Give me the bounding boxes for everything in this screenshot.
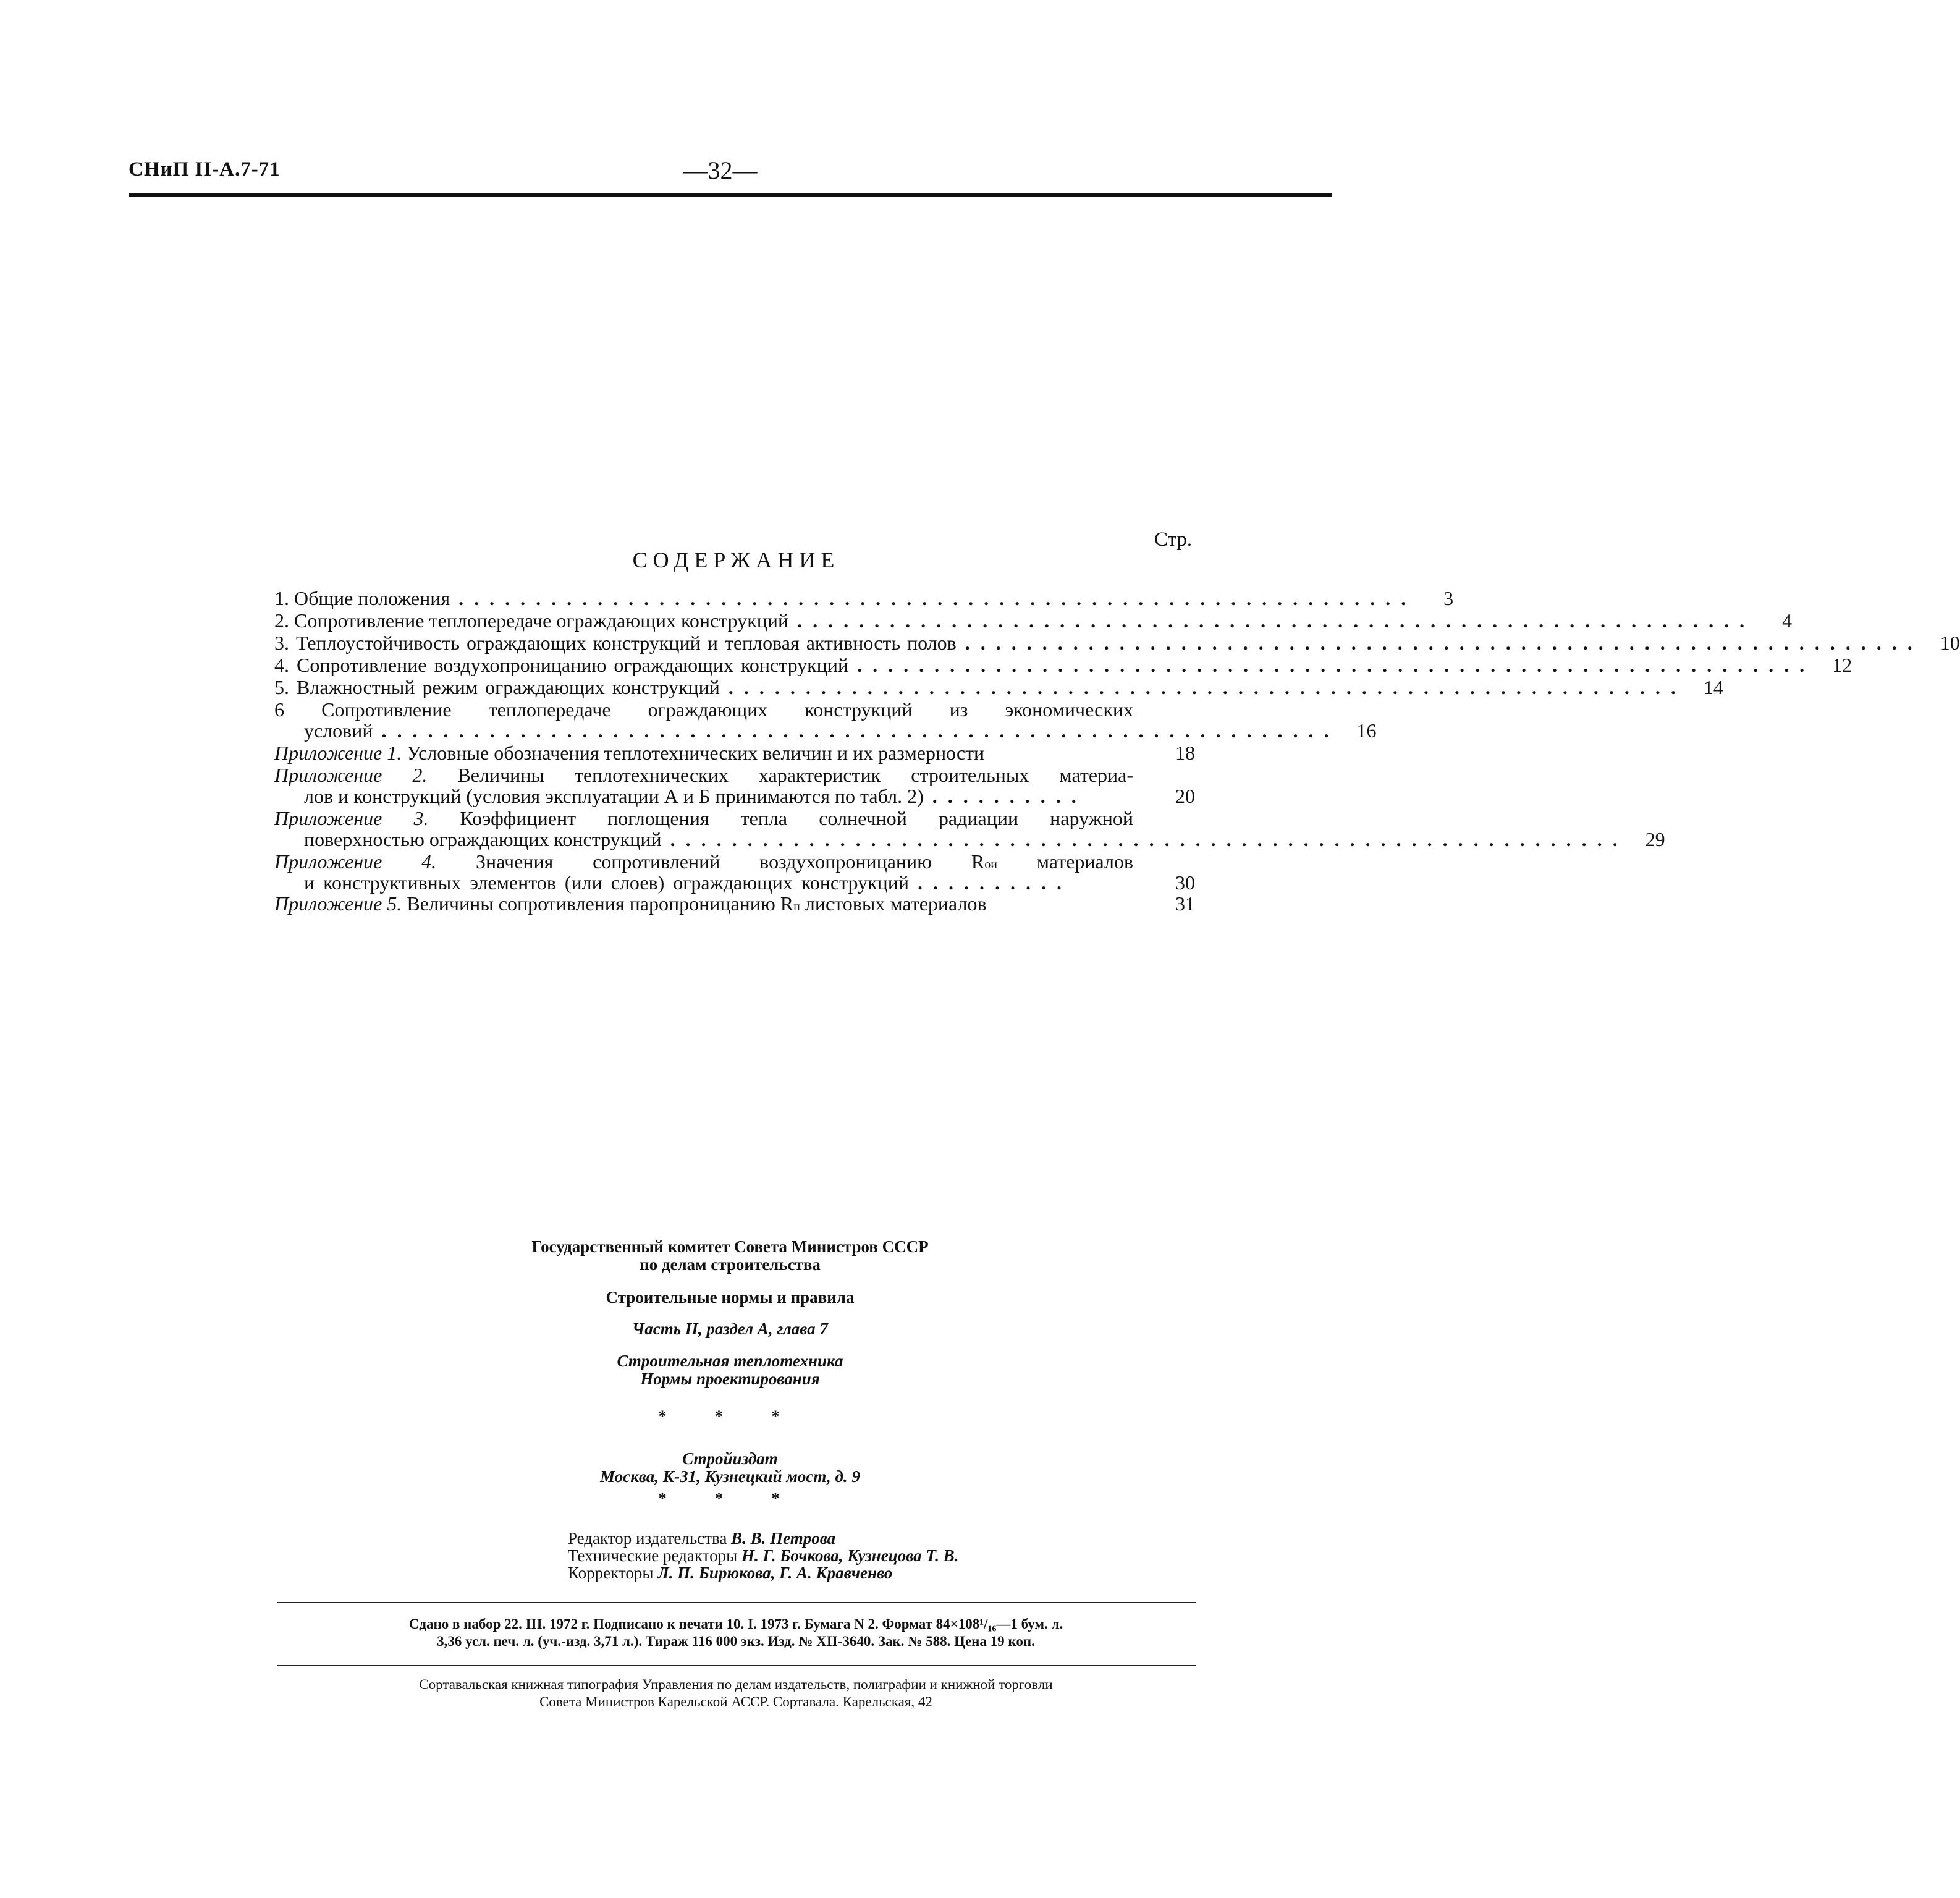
toc-page: 29 <box>1645 828 1665 850</box>
leader-dots: .............................................................. <box>670 828 1628 850</box>
leader-dots: .......... <box>932 785 1087 807</box>
leader-dots: .............................................................. <box>728 676 1686 698</box>
table-of-contents <box>274 587 1960 921</box>
toc-page: 31 <box>1175 892 1195 915</box>
toc-page: 18 <box>1175 742 1195 764</box>
toc-entry[interactable]: 2. Сопротивление теплопередаче ограждающих конструкций .............................................................. 4 <box>274 609 1793 632</box>
leader-dots: .......... <box>918 871 1072 894</box>
divider <box>277 1602 1196 1603</box>
leader-dots: .............................................................. <box>797 609 1755 632</box>
toc-entry[interactable]: 4. Сопротивление воздухопроницанию ограждающих конструкций .............................................................. 12 <box>274 654 1852 676</box>
toc-entry[interactable]: Приложение 5. Величины сопротивления паропроницанию Rп листовых материалов 31 <box>274 892 1195 915</box>
toc-page: 16 <box>1356 719 1377 742</box>
page-number: —32— <box>683 156 758 184</box>
toc-entry[interactable]: Приложение 4. Значения сопротивлений воздухопроницанию Rои материалов <box>274 850 1134 873</box>
toc-page: 4 <box>1782 609 1793 632</box>
header-rule <box>129 193 1332 197</box>
toc-page: 10 <box>1940 632 1960 654</box>
separator-stars: * * * <box>658 1489 802 1507</box>
toc-page: 20 <box>1175 785 1195 807</box>
toc-entry[interactable]: 5. Влажностный режим ограждающих конструкций .............................................................. 14 <box>274 676 1723 698</box>
imprint-series: Строительные нормы и правила <box>606 1288 855 1307</box>
toc-entry-continuation[interactable]: лов и конструкций (условия эксплуатации А и Б принимаются по табл. 2) .......... 20 <box>304 785 1195 807</box>
toc-page: 12 <box>1832 654 1852 676</box>
typography-info: Сортавальская книжная типография Управления по делам издательств, полиграфии и книжной торговли Совета Министров Карельской АССР. Сортавала. Карельская, 42 <box>419 1677 1053 1709</box>
leader-dots: .............................................................. <box>381 719 1340 742</box>
toc-entry-continuation[interactable]: и конструктивных элементов (или слоев) ограждающих конструкций .......... 30 <box>304 871 1195 894</box>
imprint-committee: Государственный комитет Совета Министров СССР по делам строительства <box>531 1237 929 1274</box>
imprint-publisher: Стройиздат Москва, К-31, Кузнецкий мост, д. 9 <box>600 1449 860 1486</box>
toc-page: 30 <box>1175 871 1195 894</box>
imprint-part: Часть II, раздел А, глава 7 <box>632 1320 828 1338</box>
toc-entry-continuation[interactable]: условий .............................................................. 16 <box>304 719 1377 742</box>
toc-page: 14 <box>1703 676 1723 698</box>
leader-dots: .............................................................. <box>458 587 1417 609</box>
toc-entry[interactable]: 3. Теплоустойчивость ограждающих конструкций и тепловая активность полов .............................................................. 10 <box>274 632 1960 654</box>
print-details: Сдано в набор 22. III. 1972 г. Подписано к печати 10. I. 1973 г. Бумага N 2. Формат 84×108¹/₁₆—1 бум. л. 3,36 усл. печ. л. (уч.-изд. 3,71 л.). Тираж 116 000 экз. Изд. № XII-3640. Зак. № 588. Цена 19 коп. <box>408 1616 1063 1649</box>
leader-dots: .............................................................. <box>857 654 1815 676</box>
toc-entry[interactable]: Приложение 1. Условные обозначения теплотехнических величин и их размерности 18 <box>274 742 1195 764</box>
separator-stars: * * * <box>658 1407 802 1425</box>
toc-entry[interactable]: Приложение 3. Коэффициент поглощения тепла солнечной радиации наружной <box>274 807 1134 829</box>
toc-entry-continuation[interactable]: поверхностью ограждающих конструкций .............................................................. 29 <box>304 828 1665 850</box>
toc-page: 3 <box>1443 587 1454 609</box>
document-code: СНиП II-А.7-71 <box>129 158 281 180</box>
leader-dots: .............................................................. <box>965 632 1923 654</box>
toc-entry[interactable]: 1. Общие положения .............................................................. 3 <box>274 587 1454 609</box>
page-column-label: Стр. <box>1154 528 1193 551</box>
imprint-subject: Строительная теплотехника Нормы проектирования <box>617 1352 843 1388</box>
toc-title: СОДЕРЖАНИЕ <box>632 548 840 572</box>
divider <box>277 1665 1196 1666</box>
toc-entry[interactable]: 6 Сопротивление теплопередаче ограждающих конструкций из экономических <box>274 698 1133 721</box>
editorial-staff: Редактор издательства В. В. Петрова Технические редакторы Н. Г. Бочкова, Кузнецова Т. В. Корректоры Л. П. Бирюкова, Г. А. Кравченво <box>568 1529 959 1582</box>
toc-entry[interactable]: Приложение 2. Величины теплотехнических характеристик строительных материа- <box>274 764 1134 786</box>
